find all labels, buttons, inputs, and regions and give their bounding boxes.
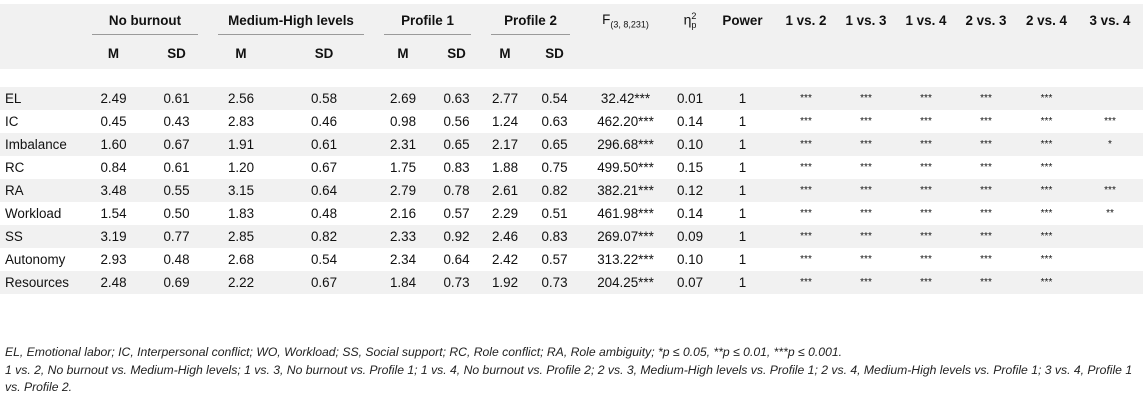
group-medium-high: Medium-High levels	[208, 4, 374, 37]
profile-1-m-header: M	[374, 37, 432, 69]
comparison-header-2-3: 2 vs. 3	[956, 4, 1016, 37]
eta-squared-value: 0.14	[676, 206, 704, 221]
comparison-1-4: ***	[896, 271, 956, 294]
comparison-3-4	[1077, 271, 1143, 294]
profile-2-sd: 0.57	[541, 252, 568, 267]
profile-1-sd: 0.63	[432, 87, 481, 110]
no-burnout-m-header: M	[82, 37, 145, 69]
medium-high-m: 2.85	[208, 225, 274, 248]
comparison-2-3: ***	[980, 254, 992, 265]
comparison-2-4: ***	[1016, 271, 1077, 294]
comparison-1-3: ***	[836, 271, 896, 294]
comparison-2-3: ***	[956, 225, 1016, 248]
comparison-1-4: ***	[920, 208, 932, 219]
profile-1-sd: 0.83	[443, 160, 470, 175]
profile-1-sd-header: SD	[432, 37, 481, 69]
comparison-3-4	[1077, 248, 1143, 271]
f-value: 269.07***	[580, 225, 671, 248]
comparison-1-3: ***	[836, 133, 896, 156]
profile-2-sd: 0.63	[541, 114, 568, 129]
profile-1-m: 2.34	[389, 252, 417, 267]
no-burnout-m: 2.48	[82, 271, 145, 294]
eta-squared-value: 0.15	[676, 160, 704, 175]
profile-2-m: 2.61	[481, 179, 529, 202]
comparison-3-4: **	[1106, 208, 1114, 219]
comparison-2-4: ***	[1016, 225, 1077, 248]
comparison-1-4: ***	[920, 254, 932, 265]
comparison-header-1-2: 1 vs. 2	[776, 4, 836, 37]
eta-squared-value: 0.07	[671, 271, 709, 294]
power-value: 1	[709, 179, 776, 202]
profile-1-m: 2.79	[374, 179, 432, 202]
comparison-1-4: ***	[896, 179, 956, 202]
comparison-1-2: ***	[776, 133, 836, 156]
profile-2-m-header: M	[481, 37, 529, 69]
no-burnout-m: 1.54	[100, 206, 127, 221]
table-row	[0, 202, 1143, 225]
no-burnout-m: 0.84	[100, 160, 127, 175]
medium-high-m: 1.20	[227, 160, 255, 175]
f-value: 499.50***	[597, 160, 654, 175]
medium-high-sd-header: SD	[274, 37, 374, 69]
eta-squared-value: 0.09	[671, 225, 709, 248]
table-footnote	[5, 344, 1141, 397]
header-row-stats	[0, 37, 1143, 69]
no-burnout-sd: 0.55	[145, 179, 208, 202]
medium-high-m: 2.56	[208, 87, 274, 110]
power-header: Power	[709, 4, 776, 37]
row-label: Workload	[5, 206, 62, 221]
no-burnout-sd: 0.67	[145, 133, 208, 156]
group-profile-2: Profile 2	[481, 4, 580, 37]
profile-2-sd: 0.51	[541, 206, 568, 221]
header-row-groups	[0, 4, 1143, 37]
power-value: 1	[738, 160, 747, 175]
eta-squared-value: 0.12	[671, 179, 709, 202]
profile-1-m: 1.84	[374, 271, 432, 294]
comparison-3-4: ***	[1077, 179, 1143, 202]
eta-squared-value: 0.01	[671, 87, 709, 110]
power-value: 1	[709, 225, 776, 248]
no-burnout-sd: 0.69	[145, 271, 208, 294]
row-label: EL	[0, 87, 82, 110]
profile-2-m: 2.42	[491, 252, 519, 267]
comparison-2-4: ***	[1016, 133, 1077, 156]
profile-2-sd: 0.54	[529, 87, 580, 110]
table-row	[0, 133, 1143, 156]
no-burnout-m: 1.60	[82, 133, 145, 156]
medium-high-sd: 0.64	[274, 179, 374, 202]
medium-high-sd: 0.48	[310, 206, 338, 221]
results-table	[0, 4, 1143, 294]
row-label: Imbalance	[0, 133, 82, 156]
profile-1-sd: 0.57	[443, 206, 470, 221]
comparison-2-4: ***	[1040, 254, 1053, 265]
profile-1-sd: 0.73	[432, 271, 481, 294]
no-burnout-sd: 0.43	[163, 114, 190, 129]
medium-high-sd: 0.67	[274, 271, 374, 294]
profile-1-sd: 0.92	[432, 225, 481, 248]
profile-2-m: 2.29	[491, 206, 519, 221]
medium-high-sd: 0.46	[310, 114, 338, 129]
comparison-2-3: ***	[980, 208, 992, 219]
f-value: 382.21***	[580, 179, 671, 202]
medium-high-sd: 0.61	[274, 133, 374, 156]
comparison-2-4: ***	[1040, 208, 1053, 219]
comparison-1-3: ***	[860, 254, 872, 265]
no-burnout-sd: 0.61	[163, 160, 190, 175]
footnote-comparisons: 1 vs. 2, No burnout vs. Medium-High levels; 1 vs. 3, No burnout vs. Profile 1; 1 vs. 4, No burnout vs. Profile 2; 2 vs. 3, Medium-High levels vs. Profile 1; 2 vs. 4, Medium-High levels vs. Profile 1; 3 vs. 4, Profile 1 vs. Profile 2.	[5, 362, 1133, 394]
medium-high-m: 2.22	[208, 271, 274, 294]
medium-high-m-header: M	[208, 37, 274, 69]
comparison-1-4: ***	[920, 162, 932, 173]
comparison-1-4: ***	[920, 116, 932, 127]
no-burnout-m: 0.45	[100, 114, 127, 129]
eta-squared-value: 0.10	[676, 252, 704, 267]
comparison-header-3-4: 3 vs. 4	[1077, 4, 1143, 37]
profile-2-m: 1.92	[481, 271, 529, 294]
power-value: 1	[738, 252, 747, 267]
medium-high-m: 1.83	[227, 206, 255, 221]
comparison-2-3: ***	[956, 87, 1016, 110]
comparison-1-2: ***	[776, 271, 836, 294]
comparison-2-4: ***	[1016, 179, 1077, 202]
f-statistic-header: $F_{(3, 8,231)}$	[580, 4, 671, 37]
comparison-2-4: ***	[1016, 87, 1077, 110]
comparison-3-4	[1077, 156, 1143, 179]
comparison-1-2: ***	[800, 116, 812, 127]
profile-2-sd: 0.83	[529, 225, 580, 248]
comparison-2-4: ***	[1040, 162, 1053, 173]
comparison-header-1-3: 1 vs. 3	[836, 4, 896, 37]
profile-1-m: 1.75	[389, 160, 417, 175]
profile-1-m: 0.98	[389, 114, 417, 129]
comparison-1-2: ***	[800, 162, 812, 173]
profile-1-sd: 0.65	[432, 133, 481, 156]
f-value: 462.20***	[597, 114, 654, 129]
no-burnout-m: 3.19	[82, 225, 145, 248]
comparison-1-3: ***	[836, 87, 896, 110]
profile-2-m: 2.17	[481, 133, 529, 156]
eta-squared-header: $\eta^2_p$	[671, 4, 709, 37]
profile-1-sd: 0.64	[443, 252, 470, 267]
comparison-2-3: ***	[956, 133, 1016, 156]
row-label: IC	[5, 114, 19, 129]
profile-2-m: 1.88	[491, 160, 519, 175]
medium-high-m: 2.68	[227, 252, 255, 267]
row-label: RA	[0, 179, 82, 202]
medium-high-m: 3.15	[208, 179, 274, 202]
no-burnout-sd: 0.61	[145, 87, 208, 110]
comparison-1-2: ***	[776, 179, 836, 202]
profile-2-m: 2.46	[481, 225, 529, 248]
profile-1-m: 2.69	[374, 87, 432, 110]
f-value: 204.25***	[580, 271, 671, 294]
power-value: 1	[709, 87, 776, 110]
f-value: 461.98***	[597, 206, 654, 221]
eta-squared-value: 0.14	[676, 114, 704, 129]
power-value: 1	[738, 114, 747, 129]
footnote-abbreviations: EL, Emotional labor; IC, Interpersonal conflict; WO, Workload; SS, Social support; RC, Role conflict; RA, Role ambiguity; *p ≤ 0.05, **p ≤ 0.01, ***p ≤ 0.001.	[5, 345, 843, 359]
comparison-2-3: ***	[980, 116, 992, 127]
comparison-2-4: ***	[1040, 116, 1053, 127]
f-value: 313.22***	[597, 252, 654, 267]
table-row	[0, 156, 1143, 179]
table-row	[0, 87, 1143, 110]
profile-2-sd: 0.82	[529, 179, 580, 202]
profile-1-m: 2.16	[389, 206, 417, 221]
profile-1-m: 2.33	[374, 225, 432, 248]
table-row	[0, 248, 1143, 271]
power-value: 1	[738, 206, 747, 221]
row-label: Autonomy	[5, 252, 66, 267]
f-value: 296.68***	[580, 133, 671, 156]
medium-high-sd: 0.82	[274, 225, 374, 248]
medium-high-m: 2.83	[227, 114, 255, 129]
row-label: SS	[0, 225, 82, 248]
medium-high-sd: 0.67	[310, 160, 338, 175]
profile-1-sd: 0.78	[432, 179, 481, 202]
comparison-header-1-4: 1 vs. 4	[896, 4, 956, 37]
eta-squared-value: 0.10	[671, 133, 709, 156]
group-profile-1: Profile 1	[374, 4, 481, 37]
medium-high-sd: 0.58	[274, 87, 374, 110]
table-row	[0, 110, 1143, 133]
comparison-2-3: ***	[956, 179, 1016, 202]
f-degrees-of-freedom: (3, 8,231)	[610, 19, 649, 30]
comparison-3-4: *	[1077, 133, 1143, 156]
comparison-2-3: ***	[980, 162, 992, 173]
comparison-1-2: ***	[776, 225, 836, 248]
power-value: 1	[709, 133, 776, 156]
comparison-1-3: ***	[860, 162, 872, 173]
comparison-1-2: ***	[776, 87, 836, 110]
comparison-1-4: ***	[896, 133, 956, 156]
table-row	[0, 179, 1143, 202]
profile-1-sd: 0.56	[443, 114, 470, 129]
comparison-1-2: ***	[800, 208, 812, 219]
group-no-burnout: No burnout	[82, 4, 208, 37]
comparison-header-2-4: 2 vs. 4	[1016, 4, 1077, 37]
comparison-3-4	[1077, 225, 1143, 248]
medium-high-sd: 0.54	[310, 252, 338, 267]
comparison-3-4: ***	[1104, 116, 1116, 127]
no-burnout-sd: 0.48	[163, 252, 190, 267]
no-burnout-m: 3.48	[82, 179, 145, 202]
profile-2-sd: 0.73	[529, 271, 580, 294]
comparison-1-4: ***	[896, 87, 956, 110]
comparison-1-2: ***	[800, 254, 812, 265]
comparison-1-3: ***	[836, 179, 896, 202]
profile-2-m: 2.77	[481, 87, 529, 110]
medium-high-m: 1.91	[208, 133, 274, 156]
no-burnout-sd: 0.77	[145, 225, 208, 248]
power-value: 1	[709, 271, 776, 294]
row-label: RC	[5, 160, 25, 175]
profile-2-m: 1.24	[491, 114, 519, 129]
table-row	[0, 271, 1143, 294]
comparison-3-4	[1077, 87, 1143, 110]
comparison-2-3: ***	[956, 271, 1016, 294]
row-label: Resources	[0, 271, 82, 294]
comparison-1-3: ***	[860, 208, 872, 219]
f-value: 32.42***	[580, 87, 671, 110]
table-row	[0, 225, 1143, 248]
comparison-1-3: ***	[836, 225, 896, 248]
no-burnout-sd: 0.50	[163, 206, 190, 221]
profile-2-sd: 0.75	[541, 160, 568, 175]
profile-2-sd-header: SD	[529, 37, 580, 69]
profile-1-m: 2.31	[374, 133, 432, 156]
no-burnout-sd-header: SD	[145, 37, 208, 69]
no-burnout-m: 2.49	[82, 87, 145, 110]
no-burnout-m: 2.93	[100, 252, 127, 267]
profile-2-sd: 0.65	[529, 133, 580, 156]
comparison-1-3: ***	[860, 116, 872, 127]
comparison-1-4: ***	[896, 225, 956, 248]
